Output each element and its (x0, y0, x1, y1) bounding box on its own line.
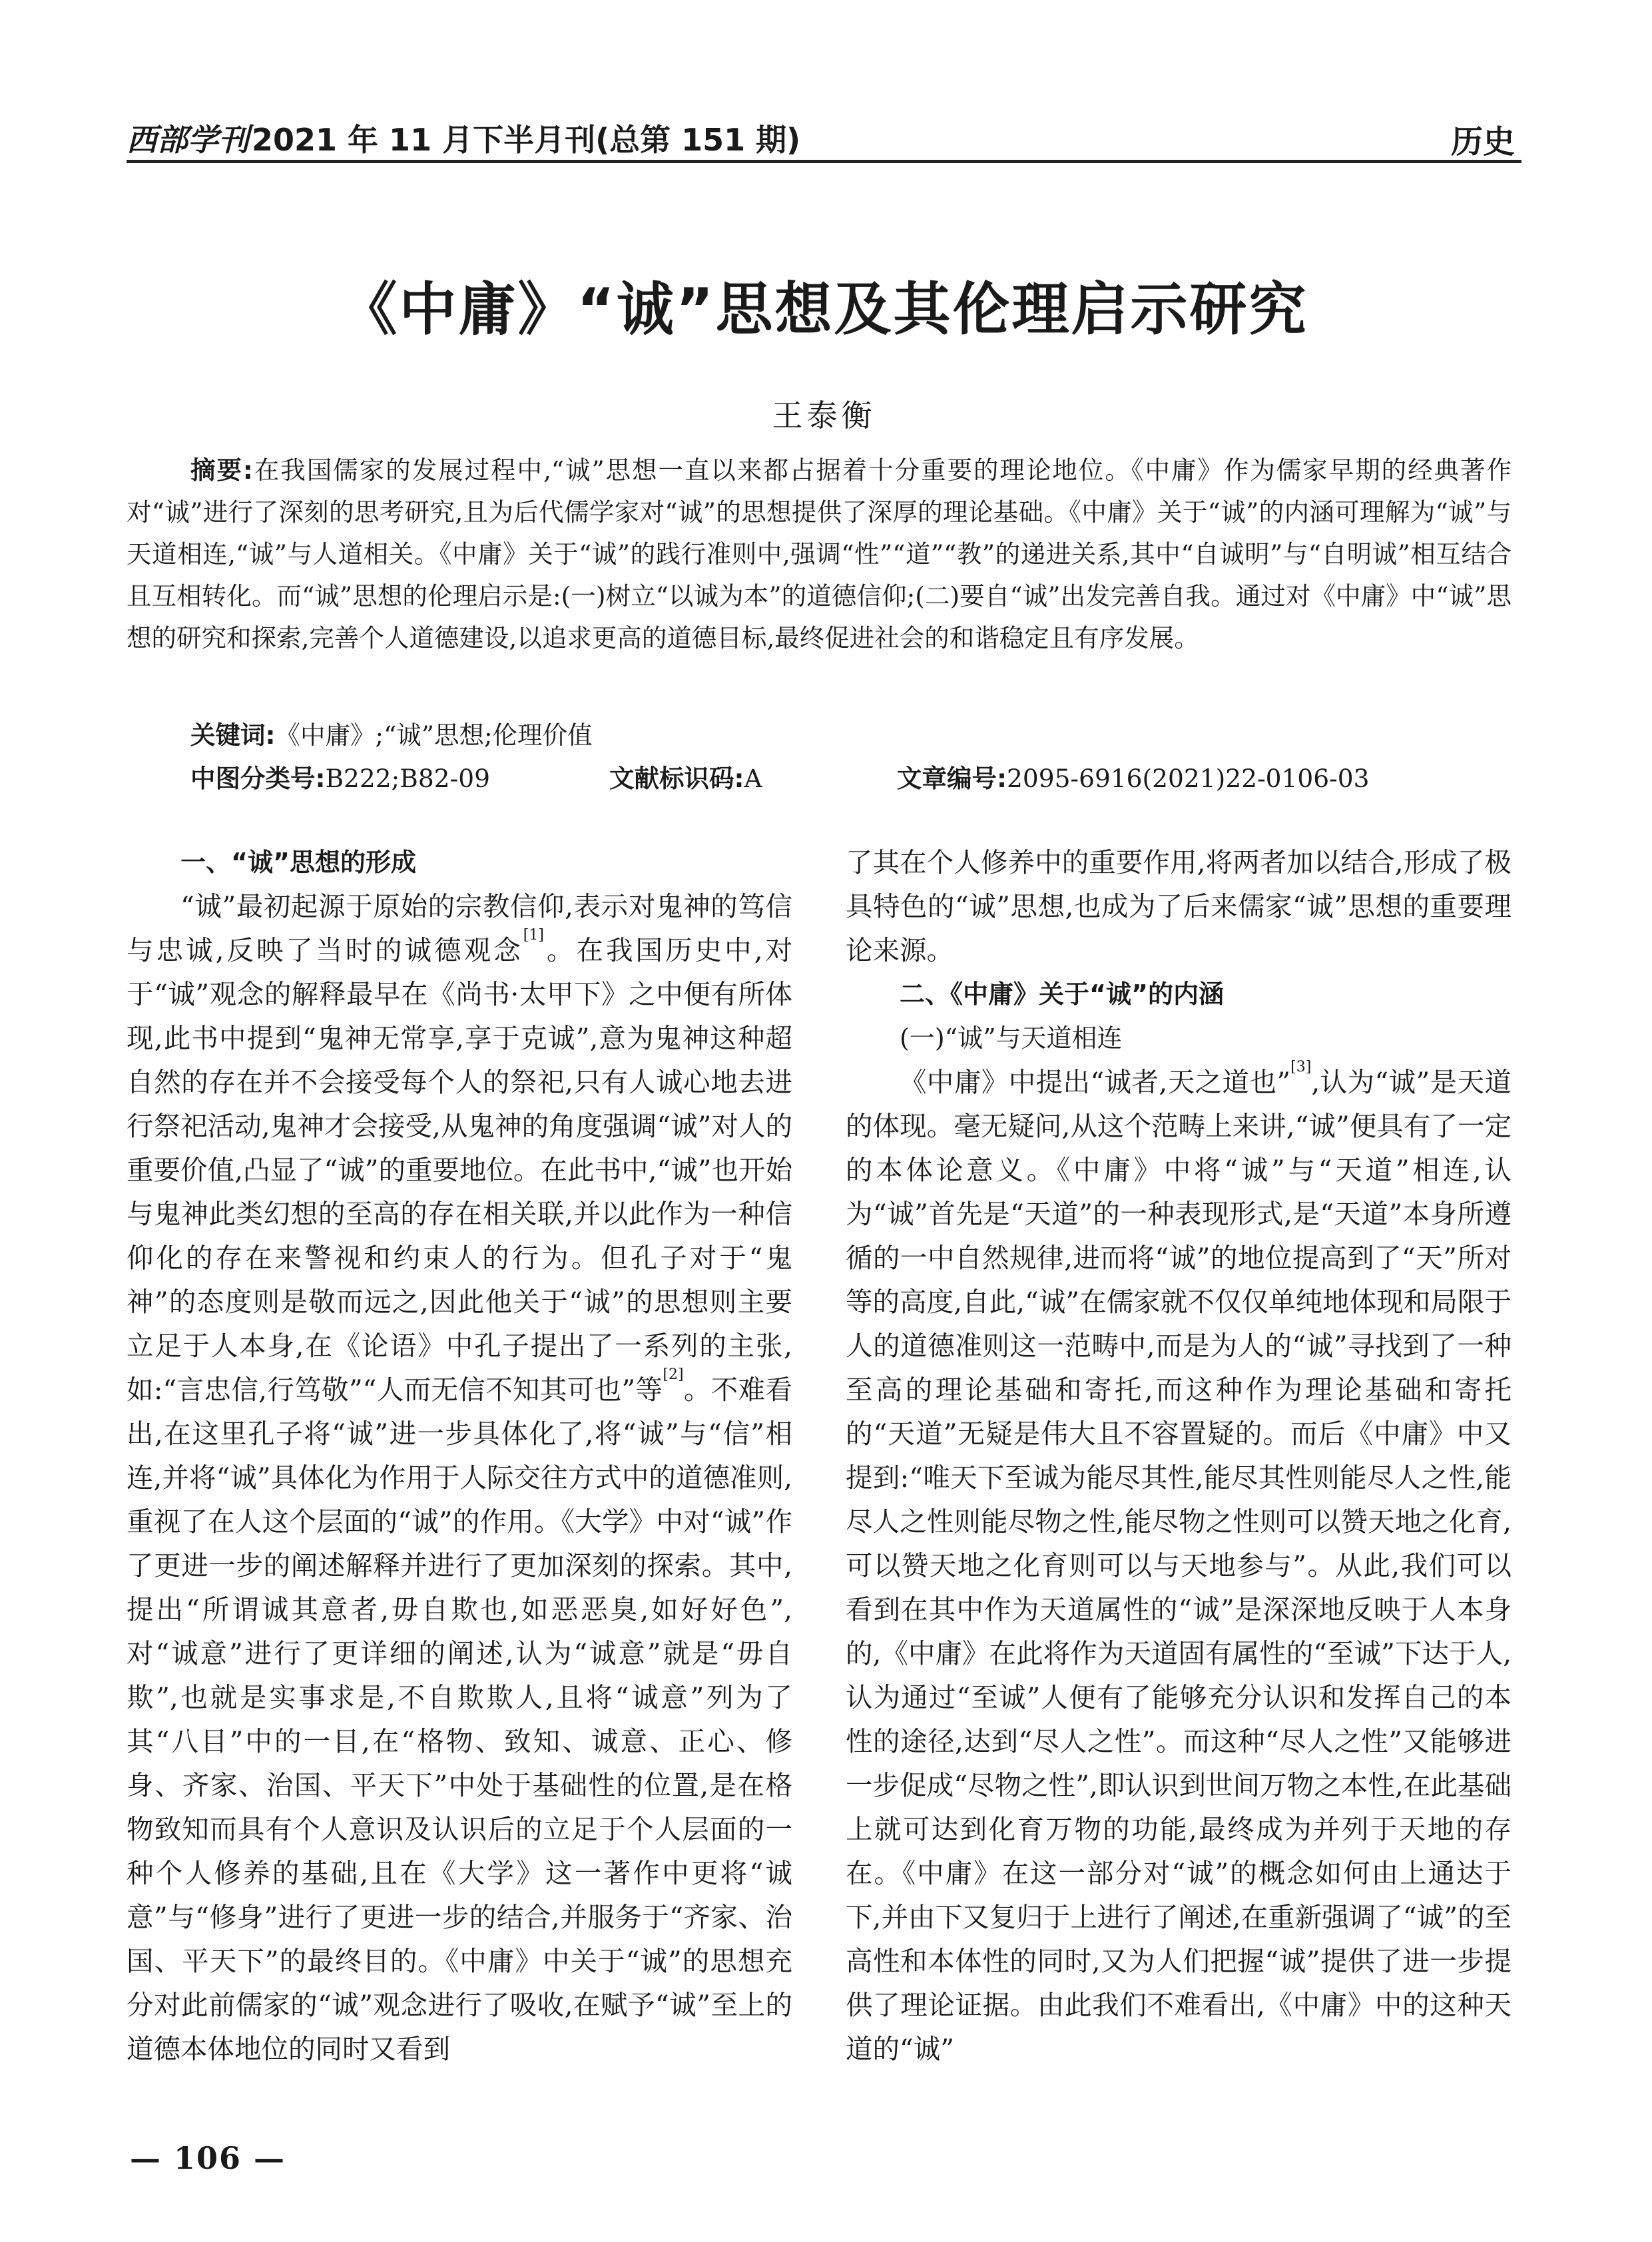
document-code (609, 758, 762, 798)
article-title: 《中庸》“诚”思想及其伦理启示研究 (340, 276, 1308, 343)
keywords-label: 关键词: (190, 720, 276, 750)
article-author: 王泰衡 (772, 398, 876, 433)
keywords (190, 715, 593, 755)
doc-code-label: 文献标识码: (609, 764, 744, 793)
section-label: 历史 (1450, 123, 1515, 160)
keywords-text: 《中庸》;“诚”思想;伦理价值 (275, 720, 593, 750)
journal-issue: 2021 年 11 月下半月刊(总第 151 期) (252, 122, 801, 158)
running-header (127, 113, 1521, 163)
article-no-value: 2095-6916(2021)22-0106-03 (1007, 764, 1370, 793)
abstract-text: 在我国儒家的发展过程中,“诚”思想一直以来都占据着十分重要的理论地位。《中庸》作为儒家早期的经典著作对“诚”进行了深刻的思考研究,且为后代儒学家对“诚”的思想提供了深厚的理论基础。《中庸》关于“诚”的内涵可理解为“诚”与天道相连,“诚”与人道相关。《中庸》关于“诚”的践行准则中,强调“性”“道”“教”的递进关系,其中“自诚明”与“自明诚”相互结合且互相转化。而“诚”思想的伦理启示是:(一)树立“以诚为本”的道德信仰;(二)要自“诚”出发完善自我。通过对《中庸》中“诚”思想的研究和探索,完善个人道德建设,以追求更高的道德目标,最终促进社会的和谐稳定且有序发展。 (127, 455, 1512, 653)
section-heading-1: 一、“诚”思想的形成 (180, 848, 416, 877)
abstract (127, 449, 1512, 659)
paragraph-text: 。在我国历史中,对于“诚”观念的解释最早在《尚书·太甲下》之中便有所体现,此书中提到“鬼神无常享,享于克诚”,意为鬼神这种超自然的存在并不会接受每个人的祭祀,只有人诚心地去进行祭祀活动,鬼神才会接受,从鬼神的角度强调“诚”对人的重要价值,凸显了“诚”的重要地位。在此书中,“诚”也开始与鬼神此类幻想的至高的存在相关联,并以此作为一种信仰化的存在来警视和约束人的行为。但孔子对于“鬼神”的态度则是敬而远之,因此他关于“诚”的思想则主要立足于人本身,在《论语》中孔子提出了一系列的主张,如:“言忠信,行笃敬”“人而无信不知其可也”等 (127, 934, 793, 1406)
body-paragraph (127, 884, 792, 2071)
paragraph-text: 《中庸》中提出“诚者,天之道也” (900, 1066, 1291, 1098)
body-paragraph: 了其在个人修养中的重要作用,将两者加以结合,形成了极具特色的“诚”思想,也成为了后来儒家“诚”思想的重要理论来源。 (846, 846, 1512, 966)
doc-code-value: A (744, 764, 762, 793)
body-right-column (846, 840, 1512, 2071)
journal-issue-line (127, 116, 800, 160)
body-left-column (127, 840, 792, 2071)
abstract-label: 摘要: (190, 455, 253, 485)
page-number: — 106 — (130, 2140, 286, 2176)
clc-value: B222;B82-09 (325, 764, 490, 793)
citation-ref: [1] (523, 927, 544, 944)
paragraph-text: “诚”最初起源于原始的宗教信仰,表示对鬼神的笃信与忠诚,反映了当时的诚德观念 (127, 890, 792, 966)
citation-ref: [3] (1290, 1059, 1312, 1075)
paragraph-text: ,认为“诚”是天道的体现。毫无疑问,从这个范畴上来讲,“诚”便具有了一定的本体论意义。《中庸》中将“诚”与“天道”相连,认为“诚”首先是“天道”的一种表现形式,是“天道”本身所遵循的一中自然规律,进而将“诚”的地位提高到了“天”所对等的高度,自此,“诚”在儒家就不仅仅单纯地体现和局限于人的道德准则这一范畴中,而是为人的“诚”寻找到了一种至高的理论基础和寄托,而这种作为理论基础和寄托的“天道”无疑是伟大且不容置疑的。而后《中庸》中又提到:“唯天下至诚为能尽其性,能尽其性则能尽人之性,能尽人之性则能尽物之性,能尽物之性则可以赞天地之化育,可以赞天地之化育则可以与天地参与”。从此,我们可以看到在其中作为天道属性的“诚”是深深地反映于人本身的,《中庸》在此将作为天道固有属性的“至诚”下达于人,认为通过“至诚”人便有了能够充分认识和发挥自己的本性的途径,达到“尽人之性”。而这种“尽人之性”又能够进一步促成“尽物之性”,即认识到世间万物之本性,在此基础上就可达到化育万物的功能,最终成为并列于天地的存在。《中庸》在这一部分对“诚”的概念如何由上通达于下,并由下又复归于上进行了阐述,在重新强调了“诚”的至高性和本体性的同时,又为人们把握“诚”提供了进一步提供了理论证据。由此我们不难看出,《中庸》中的这种天道的“诚” (846, 1066, 1512, 2065)
clc-number (190, 758, 490, 798)
citation-ref: [2] (663, 1366, 684, 1383)
article-number (897, 758, 1369, 798)
section-heading-2: 二、《中庸》关于“诚”的内涵 (900, 980, 1224, 1009)
article-no-label: 文章编号: (897, 764, 1007, 793)
paragraph-text: 。不难看出,在这里孔子将“诚”进一步具体化了,将“诚”与“信”相连,并将“诚”具体化为作用于人际交往方式中的道德准则,重视了在人这个层面的“诚”的作用。《大学》中对“诚”作了更进一步的阐述解释并进行了更加深刻的探索。其中,提出“所谓诚其意者,毋自欺也,如恶恶臭,如好好色”,对“诚意”进行了更详细的阐述,认为“诚意”就是“毋自欺”,也就是实事求是,不自欺欺人,且将“诚意”列为了其“八目”中的一目,在“格物、致知、诚意、正心、修身、齐家、治国、平天下”中处于基础性的位置,是在格物致知而具有个人意识及认识后的立足于个人层面的一种个人修养的基础,且在《大学》这一著作中更将“诚意”与“修身”进行了更进一步的结合,并服务于“齐家、治国、平天下”的最终目的。《中庸》中关于“诚”的思想充分对此前儒家的“诚”观念进行了吸收,在赋予“诚”至上的道德本体地位的同时又看到 (127, 1374, 792, 2065)
clc-label: 中图分类号: (190, 764, 326, 793)
subsection-heading: (一)“诚”与天道相连 (900, 1023, 1123, 1053)
journal-logo: 西部学刊 (127, 122, 249, 158)
body-paragraph (846, 1060, 1512, 2071)
